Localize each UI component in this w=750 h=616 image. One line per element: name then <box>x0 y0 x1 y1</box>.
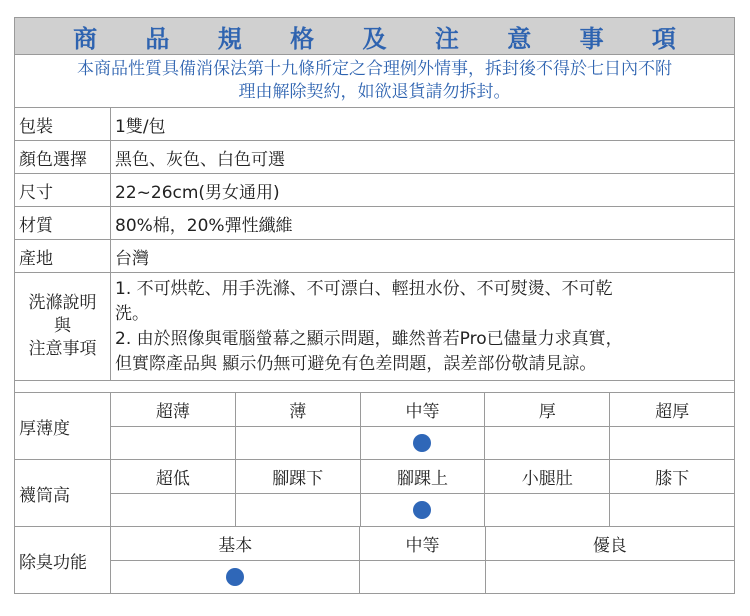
wash-line: 2. 由於照像與電腦螢幕之顯示問題，雖然普若Pro已儘量力求真實， <box>115 328 623 349</box>
spec-row-origin <box>15 240 734 273</box>
spec-label: 尺寸 <box>15 174 111 206</box>
rating-options-row <box>111 393 734 426</box>
rating-label: 厚薄度 <box>15 393 111 459</box>
wash-label-line: 注意事項 <box>28 339 97 359</box>
return-notice <box>15 55 734 108</box>
rating-option: 腳踝上 <box>361 460 486 493</box>
rating-marker-cell <box>485 494 610 526</box>
wash-label-line: 洗滌說明 <box>28 293 97 313</box>
spec-label: 包裝 <box>15 108 111 140</box>
title-bar <box>15 18 734 55</box>
rating-options-row <box>111 527 734 560</box>
rating-deodorant <box>15 527 734 593</box>
rating-option: 膝下 <box>655 469 690 489</box>
notice-line-2: 理由解除契約，如欲退貨請勿拆封。 <box>238 82 511 102</box>
rating-option: 薄 <box>236 393 361 426</box>
page-title: 商 品 規 格 及 注 意 事 項 <box>73 24 696 53</box>
rating-height <box>15 460 734 527</box>
rating-marker-cell <box>111 561 360 593</box>
rating-option: 優良 <box>592 536 627 556</box>
spec-row-size <box>15 174 734 207</box>
rating-option: 基本 <box>111 527 360 560</box>
rating-marker-cell <box>360 561 485 593</box>
rating-marker-cell <box>485 427 610 459</box>
spec-label: 顏色選擇 <box>15 141 111 173</box>
spec-label: 產地 <box>15 240 111 272</box>
spec-row-material <box>15 207 734 240</box>
spec-label: 材質 <box>15 207 111 239</box>
spec-row-packaging <box>15 108 734 141</box>
spec-value: 1雙/包 <box>115 116 166 137</box>
rating-label: 除臭功能 <box>15 527 111 593</box>
wash-text <box>111 273 734 380</box>
rating-marker-cell <box>236 427 361 459</box>
rating-marker-row <box>111 493 734 526</box>
rating-marker-row <box>111 560 734 593</box>
rating-option: 中等 <box>361 393 486 426</box>
spec-value: 80%棉，20%彈性纖維 <box>115 215 293 236</box>
spec-value: 黑色、灰色、白色可選 <box>115 149 285 170</box>
rating-option: 超薄 <box>111 393 236 426</box>
rating-marker-cell <box>361 427 486 459</box>
rating-marker-cell <box>111 494 236 526</box>
rating-option: 超低 <box>111 460 236 493</box>
rating-marker-cell <box>610 494 734 526</box>
rating-option: 小腿肚 <box>485 460 610 493</box>
wash-line: 1. 不可烘乾、用手洗滌、不可漂白、輕扭水份、不可熨燙、不可乾 <box>115 278 613 299</box>
rating-option: 腳踝下 <box>236 460 361 493</box>
notice-line-1: 本商品性質具備消保法第十九條所定之合理例外情事，拆封後不得於七日內不附 <box>77 59 672 79</box>
spec-value: 台灣 <box>115 248 149 269</box>
wash-label-line: 與 <box>54 316 71 336</box>
selected-marker-icon <box>226 568 244 586</box>
rating-marker-cell <box>486 561 734 593</box>
rating-marker-cell <box>236 494 361 526</box>
selected-marker-icon <box>413 434 431 452</box>
rating-thickness <box>15 393 734 460</box>
wash-line: 洗。 <box>115 303 149 324</box>
section-divider <box>15 381 734 393</box>
selected-marker-icon <box>413 501 431 519</box>
rating-option: 超厚 <box>655 402 690 422</box>
rating-marker-cell <box>111 427 236 459</box>
rating-option: 厚 <box>485 393 610 426</box>
spec-row-wash <box>15 273 734 381</box>
rating-marker-cell <box>361 494 486 526</box>
rating-options-row <box>111 460 734 493</box>
spec-table <box>14 17 735 594</box>
rating-marker-row <box>111 426 734 459</box>
rating-label: 襪筒高 <box>15 460 111 526</box>
spec-value: 22~26cm(男女通用) <box>115 182 280 203</box>
rating-marker-cell <box>610 427 734 459</box>
spec-row-color <box>15 141 734 174</box>
wash-label <box>15 273 111 380</box>
rating-option: 中等 <box>360 527 485 560</box>
wash-line: 但實際產品與 顯示仍無可避免有色差問題，誤差部份敬請見諒。 <box>115 353 597 374</box>
